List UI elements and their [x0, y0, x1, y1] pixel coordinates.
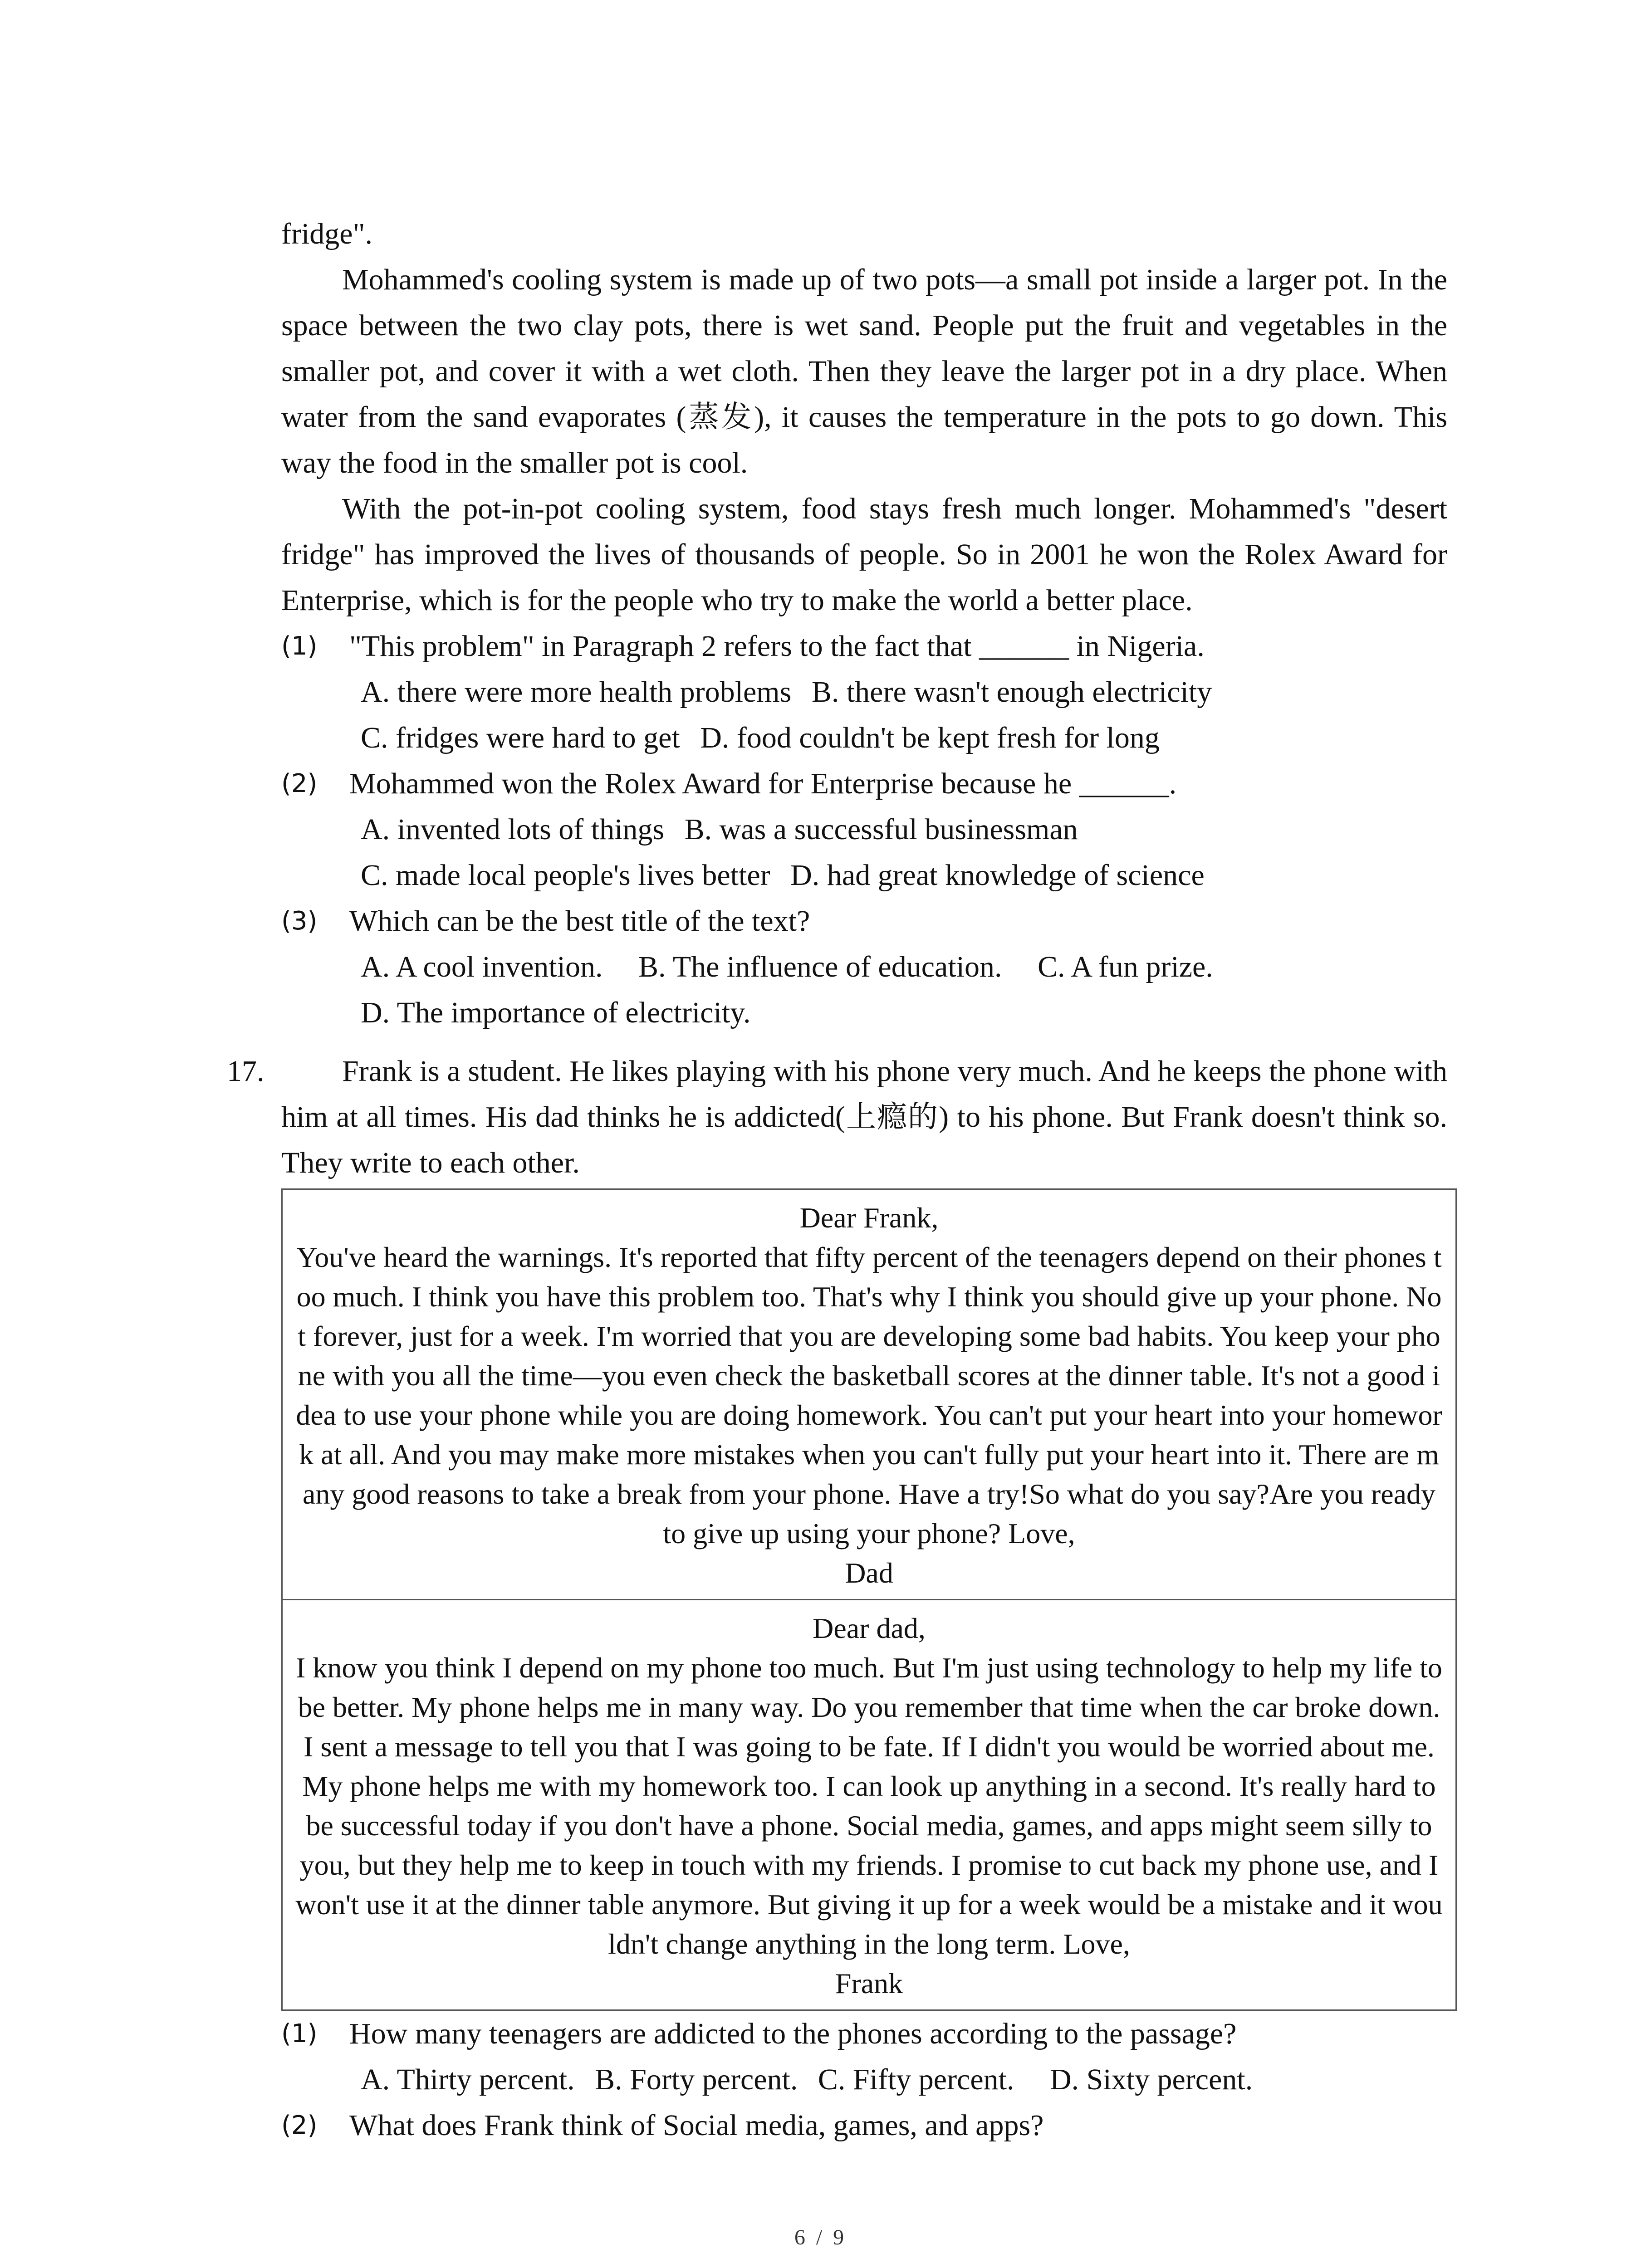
letter-signature: Frank	[835, 1967, 903, 1999]
option-a[interactable]: A. there were more health problems	[361, 675, 792, 709]
letters-table	[281, 1188, 1457, 2011]
options-row	[281, 990, 1447, 1036]
option-d[interactable]: D. food couldn't be kept fresh for long	[700, 721, 1160, 754]
option-c[interactable]: C. Fifty percent.	[818, 2063, 1014, 2096]
question-number: (1)	[281, 631, 318, 661]
question-17	[227, 1048, 1447, 2148]
question-number: (2)	[281, 769, 318, 798]
letter-signature: Dad	[845, 1557, 893, 1589]
question-text: Which can be the best title of the text?	[349, 904, 810, 938]
page-content	[227, 211, 1447, 2148]
options-row	[281, 669, 1447, 715]
option-b[interactable]: B. The influence of education.	[638, 950, 1002, 983]
option-a[interactable]: A. A cool invention.	[361, 950, 603, 983]
question-item	[281, 623, 1447, 761]
passage-paragraph-3: With the pot-in-pot cooling system, food stays fresh much longer. Mohammed's "desert fridge" has improved the lives of thousands of people. So in 2001 he won the Rolex Award for Enterprise, which is for the people who try to make the world a better place.	[281, 492, 1447, 617]
letter-from-dad	[283, 1190, 1455, 1599]
question-stem	[281, 761, 1447, 807]
question-stem	[281, 623, 1447, 669]
question-text: What does Frank think of Social media, games, and apps?	[349, 2109, 1044, 2142]
letter-greeting: Dear dad,	[813, 1612, 926, 1644]
passage-line-end: fridge".	[281, 217, 373, 250]
question-17-intro: Frank is a student. He likes playing with his phone very much. And he keeps the phone with him at all times. His dad thinks he is addicted(上瘾的) to his phone. But Frank doesn't think so. They write to each other.	[281, 1055, 1447, 1179]
letter-body: I know you think I depend on my phone too much. But I'm just using technology to help my life to be better. My phone helps me in many way. Do you remember that time when the car broke down. I sent a message to tell you that I was going to be fate. If I didn't you would be worried about me. My phone helps me with my homework too. I can look up anything in a second. It's really hard to be successful today if you don't have a phone. Social media, games, and apps might seem silly to you, but they help me to keep in touch with my friends. I promise to cut back my phone use, and I won't use it at the dinner table anymore. But giving it up for a week would be a mistake and it wouldn't change anything in the long term. Love,	[295, 1652, 1443, 1960]
question-text: Mohammed won the Rolex Award for Enterprise because he ______.	[349, 767, 1177, 800]
question-stem	[281, 2011, 1447, 2057]
q16-questions	[281, 623, 1447, 1036]
option-a[interactable]: A. Thirty percent.	[361, 2063, 575, 2096]
letter-from-frank	[283, 1599, 1455, 2009]
letter-greeting: Dear Frank,	[799, 1202, 939, 1234]
option-b[interactable]: B. there wasn't enough electricity	[811, 675, 1212, 709]
question-item	[281, 761, 1447, 898]
option-b[interactable]: B. Forty percent.	[595, 2063, 798, 2096]
options-row	[281, 807, 1447, 852]
question-stem	[281, 898, 1447, 944]
question-text: "This problem" in Paragraph 2 refers to the fact that ______ in Nigeria.	[349, 630, 1205, 663]
option-d[interactable]: D. The importance of electricity.	[361, 996, 751, 1029]
options-row	[281, 944, 1447, 990]
question-item	[281, 2102, 1447, 2148]
question-stem	[281, 2102, 1447, 2148]
option-c[interactable]: C. made local people's lives better	[361, 859, 770, 892]
question-number: (3)	[281, 906, 318, 936]
option-c[interactable]: C. A fun prize.	[1038, 950, 1213, 983]
question-item	[281, 898, 1447, 1036]
passage-paragraph-2: Mohammed's cooling system is made up of two pots—a small pot inside a larger pot. In the space between the two clay pots, there is wet sand. People put the fruit and vegetables in the smaller pot, and cover it with a wet cloth. Then they leave the larger pot in a dry place. When water from the sand evaporates (蒸发), it causes the temperature in the pots to go down. This way the food in the smaller pot is cool.	[281, 263, 1447, 479]
question-text: How many teenagers are addicted to the phones according to the passage?	[349, 2017, 1237, 2050]
question-number: (2)	[281, 2111, 318, 2140]
option-b[interactable]: B. was a successful businessman	[684, 813, 1078, 846]
question-number: (1)	[281, 2019, 318, 2048]
letter-body: You've heard the warnings. It's reported that fifty percent of the teenagers depend on their phones too much. I think you have this problem too. That's why I think you should give up your phone. Not forever, just for a week. I'm worried that you are developing some bad habits. You keep your phone with you all the time—you even check the basketball scores at the dinner table. It's not a good idea to use your phone while you are doing homework. You can't put your heart into your homework at all. And you may make more mistakes when you can't fully put your heart into it. There are many good reasons to take a break from your phone. Have a try!So what do you say?Are you ready to give up using your phone? Love,	[296, 1241, 1442, 1549]
option-c[interactable]: C. fridges were hard to get	[361, 721, 680, 754]
options-row	[281, 715, 1447, 761]
question-17-number: 17.	[227, 1055, 265, 1088]
option-d[interactable]: D. had great knowledge of science	[790, 859, 1205, 892]
option-a[interactable]: A. invented lots of things	[361, 813, 665, 846]
question-item	[281, 2011, 1447, 2102]
options-row	[281, 2057, 1447, 2102]
option-d[interactable]: D. Sixty percent.	[1049, 2063, 1253, 2096]
page-number: 6 / 9	[794, 2225, 847, 2249]
options-row	[281, 852, 1447, 898]
